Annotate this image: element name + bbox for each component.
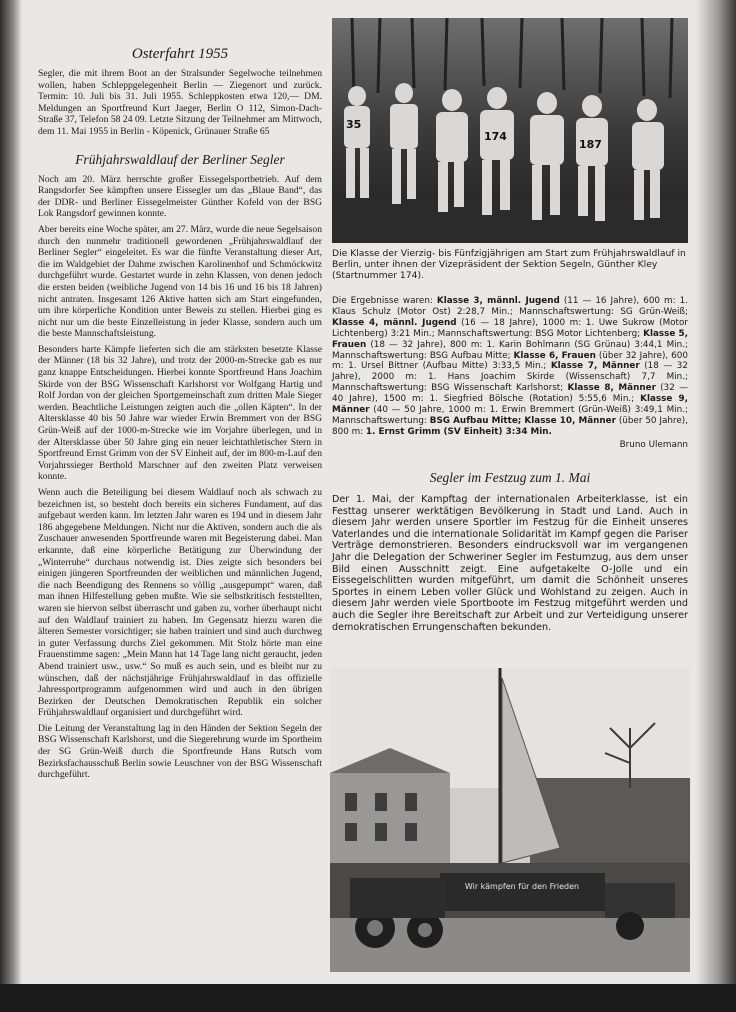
results-author: Bruno Ulemann xyxy=(619,439,688,450)
results-text-run: (16 — 18 Jahre), 1000 m: 1. Uwe Sukrow (Motor Lichtenberg) 3:21 Min.; Mannschaftswertung: BSG Motor Lichtenberg; xyxy=(332,317,689,339)
runners-illustration xyxy=(332,18,688,243)
results-class-label: Klasse 3, männl. Jugend xyxy=(436,296,560,306)
results-class-label: 1. Ernst Grimm (SV Einheit) 3:34 Min. xyxy=(365,426,552,437)
results-class-label: Klasse 8, Männer xyxy=(567,383,656,394)
waldlauf-paragraph-2: Aber bereits eine Woche später, am 27. März, wurde die neue Segelsaison durch den nunmehr traditionell gewordenen „Frühjahrswaldlauf der Berliner Segler“ eingeleitet. Es war die fünfte Veranstaltung dieser Art, die im Waldgebiet der Dahme zwischen Karolinenhof und Schmöckwitz durchgeführt wurde. Gestartet wurde in zehn Klassen, von denen jedoch die ersten beiden (weibliche Jugend von 14 bis 16 und 16 bis 18 Jahren) nicht antraten. Insgesamt 126 Aktive hatten sich am Start eingefunden, um ihre körperliche Kondition unter Beweis zu stellen. Hierbei ging es nicht nur um die beste Einzelleistung in jeder Klasse, sondern auch um die beste Mannschaftsleistung. xyxy=(38,223,322,340)
results-class-label: BSG Aufbau Mitte; Klasse 10, Männer xyxy=(429,415,616,426)
bib-35: 35 xyxy=(346,118,362,131)
osterfahrt-body: Segler, die mit ihrem Boot an der Stralsunder Segelwoche teilnehmen wollen, haben Schleppgelegenheit Berlin — Ziegenort und zurück. Termin: 10. Juli bis 31. Juli 1955. Schleppkosten etwa 120,— DM. Meldungen an Sportfreund Kurt Jaeger, Berlin O 112, Simon-Dach-Straße 37, Telefon 58 24 09. Letzte Sitzung der Teilnehmer am Mittwoch, dem 11. Mai 1955 in Berlin - Köpenick, Grünauer Straße 65 xyxy=(38,68,322,137)
results-text-run: (über 32 Jahre), 600 m: 1. Ursel Bittner (Aufbau Mitte) 3:33,5 Min.; xyxy=(332,350,688,372)
book-gutter-shadow xyxy=(0,0,22,1012)
results-text-run: (32 — 40 Jahre), 1500 m: 1. Siegfried Bölsche (Rotation) 5:55,6 Min.; xyxy=(332,383,688,405)
results-class-label: Klasse 4, männl. Jugend xyxy=(332,317,457,328)
results-text-run: (über 50 Jahre), 800 m: xyxy=(332,415,688,437)
results-class-label: Klasse 5, Frauen xyxy=(332,328,688,350)
page-edge-right xyxy=(696,0,736,1012)
results-text xyxy=(332,296,688,438)
parade-photo xyxy=(330,668,690,972)
parade-illustration xyxy=(330,668,690,972)
waldlauf-heading: Frühjahrswaldlauf der Berliner Segler xyxy=(75,151,285,167)
scan-bottom-edge xyxy=(0,984,736,1012)
waldlauf-paragraph-4: Wenn auch die Beteiligung bei diesem Waldlauf noch als schwach zu bezeichnen ist, so besteht doch bereits ein sicheres Fundament, auf das aufgebaut werden kann. Im letzten Jahr waren es 194 und in diesem Jahr 186 abgegebene Meldungen. Nicht nur die Aktiven, sondern auch die als Zuschauer anwesenden Sportfreunde waren mit Begeisterung dabei. Man erkannte, daß eine körperliche Betätigung zur Überwindung der „Winterruhe“ durchaus notwendig ist. Dies zeigte sich besonders bei einigen jüngeren Sportfreunden der weiblichen und männlichen Jugend, die nach Beendigung des Rennens so völlig „ausgepumpt“ waren, daß man ihnen Hilfestellung geben mußte. Wie sie selbstkritisch feststellten, waren sie hiervon selbst überrascht und gaben zu, vorher überhaupt nicht auf den Waldlauf trainiert zu haben. Im Gegensatz hierzu waren die älteren Semester vorsichtiger; sie haben trainiert und sind auch durchweg in guter Verfassung durchs Ziel gekommen. Mit Stolz hörte man eine Frauenstimme sagen: „Mein Mann hat 14 Tage lang nicht geraucht, jeden Abend trainiert usw., usw.“ So muß es auch sein, und es bleibt nur zu wünschen, daß der nächstjährige Frühjahrswaldlauf in das offizielle Jahressportprogramm aufgenommen wird und auch in den übrigen Bezirken der Deutschen Demokratischen Republik ein solcher Frühjahrswaldlauf organisiert und durchgeführt wird. xyxy=(38,487,322,719)
waldlauf-paragraph-1: Noch am 20. März herrschte großer Eissegelsportbetrieb. Auf dem Rangsdorfer See kämpften unsere Eissegler um das „Blaue Band“, das der DDR- und Berliner Eissegelmeister Günther Kofeld von der BSG Lok Rangsdorf gewinnen konnte. xyxy=(38,173,322,220)
festzug-article xyxy=(332,470,688,633)
results-text-run: Die Ergebnisse waren: xyxy=(332,296,437,306)
results-class-label: Klasse 9, Männer xyxy=(332,394,688,416)
results-text-run: (18 — 32 Jahre), 800 m: 1. Karin Bohlmann (SG Grünau) 3:44,1 Min.; Mannschaftswertung: BSG Aufbau Mitte; xyxy=(332,339,688,361)
left-column xyxy=(38,40,322,785)
runners-photo xyxy=(332,18,688,243)
parade-banner-text: Wir kämpfen für den Frieden xyxy=(464,882,580,891)
festzug-heading: Segler im Festzug zum 1. Mai xyxy=(429,470,591,485)
results-text-run: (11 — 16 Jahre), 600 m: 1. Klaus Schulz (Motor Ost) 2:28,7 Min.; Mannschaftswertung: SG Grün-Weiß; xyxy=(332,296,689,317)
results-text-run: (18 — 32 Jahre), 2000 m: 1. Hans Joachim Skirde (Wissenschaft) 7,7 Min.; Mannschaftswertung: BSG Wissenschaft Karlshorst; xyxy=(332,361,688,394)
osterfahrt-heading: Osterfahrt 1955 xyxy=(131,46,229,62)
bib-187: 187 xyxy=(579,138,602,151)
bib-174: 174 xyxy=(484,130,507,143)
festzug-body: Der 1. Mai, der Kampftag der internationalen Arbeiterklasse, ist ein Festtag unserer werktätigen Bevölkerung in Stadt und Land. Auch in diesem Jahr werden unsere Sportler im Festzug für die Einheit unseres Vaterlandes und die internationale Solidarität im Kampf gegen die Pariser Verträge demonstrieren. Besonders eindrucksvoll war im vergangenen Jahr die Delegation der Schweriner Segler im Festumzug, aus dem unser Bild einen Ausschnitt zeigt. Eine aufgetakelte O-Jolle und ein Eissegelschlitten wurden mitgeführt, um damit die Schönheit unseres Sportes in einem Leben voller Glück und Wohlstand zu zeigen. Auch in diesem Jahr werden viele Sportboote im Festzug mitgeführt werden und auch die Segler ihre Bereitschaft zur Arbeit und zur Verteidigung unserer demokratischen Errungenschaften bekunden. xyxy=(332,494,688,633)
runners-photo-caption: Die Klasse der Vierzig- bis Fünfzigjährigen am Start zum Frühjahrswaldlauf in Berlin, unter ihnen der Vizepräsident der Sektion Segeln, Günther Kley (Startnummer 174). xyxy=(332,248,686,281)
results-class-label: Klasse 7, Männer xyxy=(550,361,640,372)
waldlauf-paragraph-5: Die Leitung der Veranstaltung lag in den Händen der Sektion Segeln der BSG Wissenschaft Karlshorst, und die Siegerehrung wurde im Sportheim der SG Grün-Weiß durch die Sportfreunde Hans Rutsch vom Bezirksfachausschuß Berlin sowie Leuschner von der BSG Wissenschaft durchgeführt. xyxy=(38,722,322,781)
results-text-run: (40 — 50 Jahre, 1000 m: 1. Erwin Bremmert (Grün-Weiß) 3:49,1 Min.; Mannschaftswertung: xyxy=(332,405,688,426)
waldlauf-paragraph-3: Besonders harte Kämpfe lieferten sich die am stärksten besetzte Klasse der Männer (18 bis 32 Jahre), und trotz der 2000-m-Strecke gab es nur ganz knappe Entscheidungen. Hierbei konnte Sportfreund Hans Joachim Skirde von der BSG Wissenschaft Karlshorst vor Wolfgang Hartig und Rolf Jordan von der gleichen Sportgemeinschaft zum dritten Male Sieger werden. Beachtliche Leistungen zeigten auch die „ollen Käpten“. In der Altersklasse 40 bis 50 Jahre war wieder Erwin Bremmert von der BSG Grün-Weiß auf der 1000-m-Strecke wie im Vorjahre überlegen, und in der Altersklasse über 50 Jahre ging ein neuer leichtathletischer Stern in Sportfreund Ernst Grimm von der SV Einheit auf, der im 800-m-Lauf den Vorjahrssieger Berthold Marschner auf den zweiten Platz verweisen konnte. xyxy=(38,343,322,483)
results-block xyxy=(332,296,688,451)
results-class-label: Klasse 6, Frauen xyxy=(513,350,596,361)
